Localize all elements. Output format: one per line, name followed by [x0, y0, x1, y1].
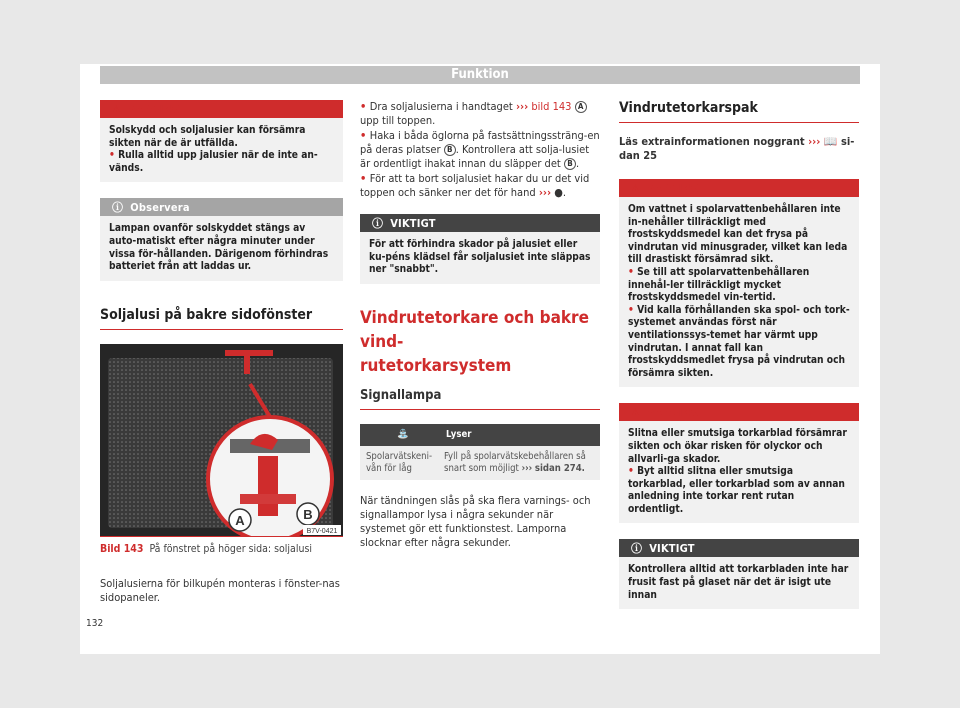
chapter-title: Vindrutetorkare och bakre vind- rutetorkarsystem [360, 307, 589, 376]
figure-sunblind [100, 344, 343, 537]
figure-caption: Bild 143 På fönstret på höger sida: soljalusi [100, 542, 312, 555]
figure-link[interactable]: bild 143 [531, 100, 572, 113]
info-icon: ⓘ [112, 201, 124, 215]
instructions: • Dra soljalusierna i handtaget ››› bild 143 A upp till toppen. • Haka i båda öglorna på fastsättningssträng-en på deras platser B . Kontrollera att solja-lusiet är ordentligt ihakat innan du släpper det B . • För att ta bort soljalusiet hakar du ur det vid toppen och sänker ner det för hand ››› ●. [360, 100, 600, 199]
note-box [100, 198, 343, 280]
warning-box: ⚠ VARNING Om vattnet i spolarvattenbehållaren inte in-nehåller tillräckligt med frostskyddsmedel kan det frysa på vindrutan vid minusgrader, vilket kan leda till drastiskt försämrad sikt. • Se till att spolarvattenbehållaren innehål-ler tillräckligt mycket frostskyddsmedel vin-tertid. • Vid kalla förhållanden ska spol- och tork-systemet användas först när ventilationssys-temet har värmt upp vindrutan. I annat fall kan frostskyddsmedlet frysa på vindrutan och försämra sikten. [619, 179, 859, 387]
warning-header: ⚠ VARNING [100, 100, 343, 118]
table-row: Spolarvätskeni-vån för låg Fyll på spolarvätskebehållaren så snart som möjligt ››› sidan 274. [360, 446, 600, 480]
column-1 [100, 100, 343, 605]
important-box: ⓘ VIKTIGT Kontrollera alltid att torkarbladen inte har frusit fast på glaset när det är isigt ute innan [619, 539, 859, 609]
intro-text: Läs extrainformationen noggrant ››› 📖 si-dan 25 [619, 135, 855, 162]
info-circle-icon: ● [554, 186, 563, 199]
important-box: ⓘ VIKTIGT För att förhindra skador på jalusiet eller ku-péns klädsel får soljalusiet inte släppas ner "snabbt". [360, 214, 600, 284]
warning-box: ⚠ VARNING Solskydd och soljalusier kan försämra sikten när de är utfällda. • Rulla alltid upp jalusier när de inte an-vänds. [100, 100, 343, 182]
book-icon: 📖 [823, 135, 838, 148]
warning-triangle-icon: ⚠ [112, 102, 122, 116]
column-3 [619, 100, 859, 625]
body-text: När tändningen slås på ska flera varnings- och signallampor lysa i några sekunder när systemet gör ett funktionstest. Lamporna slocknar efter några sekunder. [360, 493, 591, 549]
info-icon: ⓘ [372, 217, 384, 230]
section-title: Soljalusi på bakre sidofönster [100, 307, 343, 330]
washer-lamp-icon: ⛲ [360, 424, 438, 446]
note-header: ⓘ Observera [100, 198, 343, 216]
page-number: 132 [86, 618, 104, 629]
sunblind-illustration [100, 344, 343, 537]
signal-lamp-table: ⛲ Lyser Spolarvätskeni-vån för låg Fyll på spolarvätskebehållaren så snart som möjligt ››› sidan 274. [360, 424, 600, 480]
section-title: Vindrutetorkarspak [619, 100, 859, 123]
bullet-icon: • [109, 150, 119, 162]
svg-text:B: B [303, 506, 313, 522]
important-header: ⓘ VIKTIGT [360, 214, 600, 232]
info-icon: ⓘ [631, 542, 643, 556]
body-text: Soljalusierna för bilkupén monteras i fönster-nas sidopaneler. [100, 576, 340, 604]
page-header: Funktion [100, 66, 860, 84]
warning-box-2: ⚠ VARNING Slitna eller smutsiga torkarblad försämrar sikten och ökar risken för olyckor och allvarli-ga skador. • Byt alltid slitna eller smutsiga torkarblad, eller torkarblad som av annan anledning inte torkar rent rutan ordentligt. [619, 403, 859, 523]
warning-text: Solskydd och soljalusier kan försämra sikten när de är utfällda. [109, 125, 306, 149]
column-2 [360, 100, 600, 550]
subsection-title: Signallampa [360, 388, 600, 410]
warning-triangle-icon: ⚠ [631, 405, 641, 419]
warning-triangle-icon: ⚠ [631, 181, 641, 195]
svg-text:A: A [235, 512, 245, 528]
figure-code: B7V-0421 [306, 527, 338, 535]
note-text: Lampan ovanför solskyddet stängs av auto-matiskt efter några minuter under vissa för-hållanden. Därigenom förhindras batteriet från att laddas ur. [109, 223, 329, 273]
